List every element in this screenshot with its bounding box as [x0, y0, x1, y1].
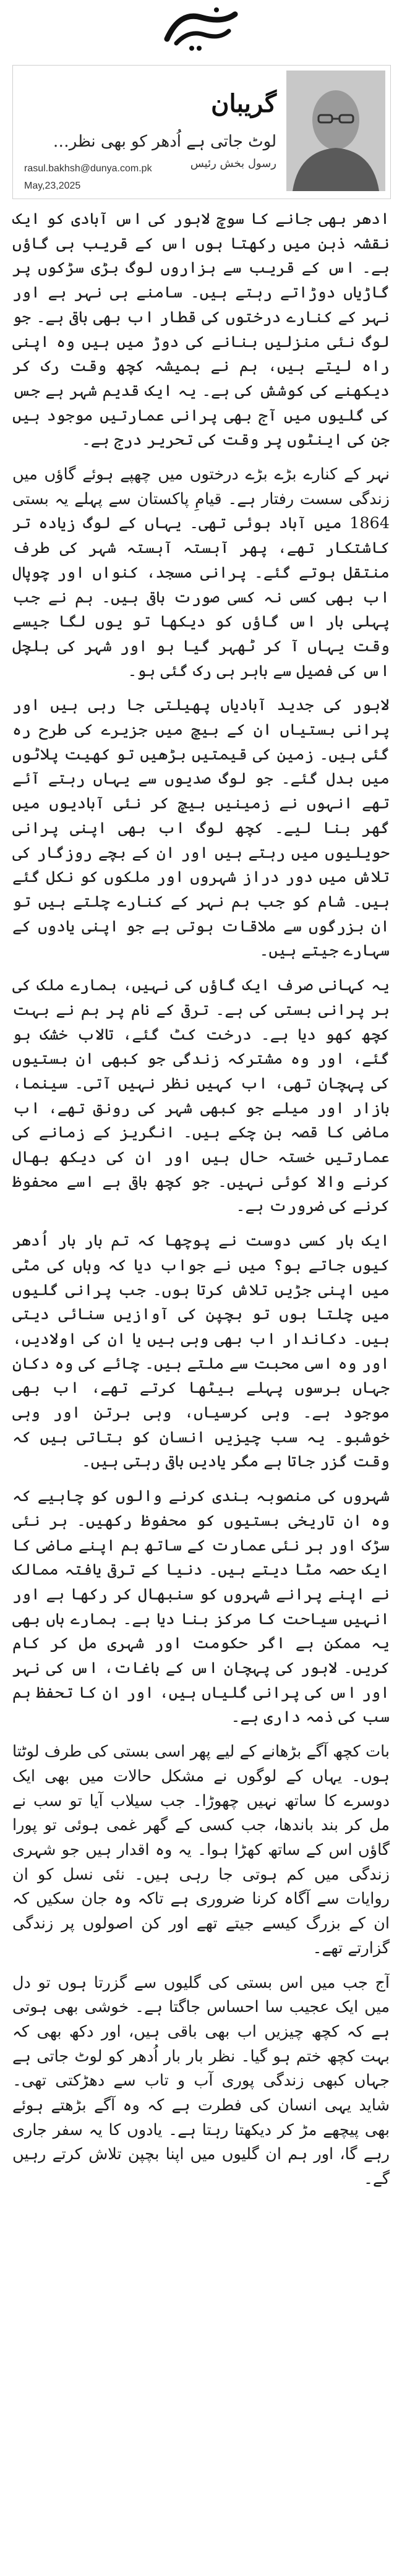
- dunya-logo: [155, 5, 247, 54]
- article-paragraph: ایک بار کسی دوست نے پوچھا کہ تم بار بار اُدھر کیوں جاتے ہو؟ میں نے جواب دیا کہ وہاں کی مٹی میں اپنی جڑیں تلاش کرتا ہوں۔ جب پرانی گلیوں میں چلتا ہوں تو بچپن کی آوازیں سنائی دیتی ہیں۔ دکاندار اب بھی وہی ہیں یا ان کی اولادیں، اور وہ اسی محبت سے ملتے ہیں۔ چائے کی وہ دکان جہاں برسوں پہلے بیٹھا کرتے تھے، اب بھی موجود ہے۔ وہی کرسیاں، وہی برتن اور وہی خوشبو۔ یہ سب چیزیں انسان کو بتاتی ہیں کہ وقت گزر جاتا ہے مگر یادیں باقی رہتی ہیں۔: [12, 1231, 390, 1471]
- logo-mark: [155, 5, 247, 54]
- author-email: rasul.bakhsh@dunya.com.pk: [24, 163, 152, 174]
- column-title-box: [18, 71, 284, 191]
- article-paragraph: بات کچھ آگے بڑھانے کے لیے پھر اسی بستی کی طرف لوٹتا ہوں۔ یہاں کے لوگوں نے مشکل حالات میں بھی ایک دوسرے کا ساتھ نہیں چھوڑا۔ جب سیلاب آیا تو سب نے مل کر بند باندھا، جب کسی کے گھر غمی ہوئی تو پورا گاؤں اس کے ساتھ کھڑا ہوا۔ یہ وہ اقدار ہیں جو شہری زندگی میں کم ہوتی جا رہی ہیں۔ نئی نسل کو ان روایات سے آگاہ کرنا ضروری ہے تاکہ وہ جان سکیں کہ ان کے بزرگ کیسے جیتے تھے اور کن اصولوں پر زندگی گزارتے تھے۔: [12, 1742, 390, 1958]
- column-header: [12, 65, 391, 199]
- article-paragraph: ادھر بھی جانے کا سوچ لاہور کی اس آبادی کو ایک نقشہ ذہن میں رکھتا ہوں اس کے قریب ہی گاؤں ہے۔ اس کے قریب سے ہزاروں لوگ بڑی سڑکوں پر گاڑیاں دوڑاتے رہتے ہیں۔ سامنے ہی نہر ہے اور نہر کے کنارے درختوں کی قطار اب بھی باقی ہے۔ جو لوگ نئی منزلیں بنانے کی دوڑ میں ہیں وہ اپنی راہ لیتے ہیں، ہم نے ہمیشہ کچھ وقت رک کر دیکھنے کی کوشش کی ہے۔ یہ ایک قدیم شہر ہے جس کی گلیوں میں آج بھی پرانی عمارتیں موجود ہیں جن کی اینٹوں پر وقت کی تحریر درج ہے۔: [12, 210, 390, 450]
- portrait-image: [286, 71, 385, 191]
- author-portrait: [286, 71, 385, 191]
- article-paragraph: آج جب میں اس بستی کی گلیوں سے گزرتا ہوں تو دل میں ایک عجیب سا احساس جاگتا ہے۔ خوشی بھی ہوتی ہے کہ کچھ چیزیں اب بھی باقی ہیں، اور دکھ بھی کہ بہت کچھ ختم ہو گیا۔ نظر بار بار اُدھر کو لوٹ جاتی ہے جہاں کبھی زندگی پوری آب و تاب سے دھڑکتی تھی۔ شاید یہی انسان کی فطرت ہے کہ وہ آگے بڑھتے ہوئے بھی پیچھے مڑ کر دیکھتا رہتا ہے۔ یادوں کا یہ سفر جاری رہے گا، اور ہم ان گلیوں میں اپنا بچپن تلاش کرتے رہیں گے۔: [12, 1973, 390, 2189]
- article-body: [12, 207, 390, 2564]
- publish-date: May,23,2025: [24, 181, 81, 191]
- article-paragraph: شہروں کی منصوبہ بندی کرنے والوں کو چاہیے کہ وہ ان تاریخی بستیوں کو محفوظ رکھیں۔ ہر نئی سڑک اور ہر نئی عمارت کے ساتھ ہم اپنے ماضی کا ایک حصہ مٹا دیتے ہیں۔ دنیا کے ترقی یافتہ ممالک نے اپنے پرانے شہروں کو سنبھال کر رکھا ہے اور انہیں سیاحت کا مرکز بنا دیا ہے۔ ہمارے ہاں بھی یہ ممکن ہے اگر حکومت اور شہری مل کر کام کریں۔ لاہور کی پہچان اس کے باغات، اس کی نہر اور اس کی پرانی گلیاں ہیں، اور ان کا تحفظ ہم سب کی ذمہ داری ہے۔: [12, 1487, 390, 1727]
- article-paragraph: نہر کے کنارے بڑے بڑے درختوں میں چھپے ہوئے گاؤں میں زندگی سست رفتار ہے۔ قیامِ پاکستان سے پہلے یہ بستی 1864 میں آباد ہوئی تھی۔ یہاں کے لوگ زیادہ تر کاشتکار تھے، پھر آہستہ آہستہ شہر کی طرف منتقل ہوتے گئے۔ پرانی مسجد، کنواں اور چوپال اب بھی کسی نہ کسی صورت باقی ہیں۔ ہم نے جب پہلی بار اس گاؤں کو دیکھا تو یوں لگا جیسے وقت یہاں آ کر ٹھہر گیا ہو اور شہر کی ہلچل اس کی فصیل سے باہر ہی رک گئی ہو۔: [12, 465, 390, 680]
- article-paragraph: لاہور کی جدید آبادیاں پھیلتی جا رہی ہیں اور پرانی بستیاں ان کے بیچ میں جزیرے کی طرح رہ گئی ہیں۔ زمین کی قیمتیں بڑھیں تو کھیت پلاٹوں میں بدل گئے۔ جو لوگ صدیوں سے یہاں رہتے آئے تھے انہوں نے زمینیں بیچ کر نئی آبادیوں میں گھر بنا لیے۔ کچھ لوگ اب بھی اپنی پرانی حویلیوں میں رہتے ہیں اور ان کے بچے روزگار کی تلاش میں دور دراز شہروں اور ملکوں کو نکل گئے ہیں۔ شام کو جب ہم نہر کے کنارے چلتے ہیں تو ان بزرگوں سے ملاقات ہوتی ہے جو اپنی یادوں کے سہارے جیتے ہیں۔: [12, 696, 390, 961]
- article-paragraph: یہ کہانی صرف ایک گاؤں کی نہیں، ہمارے ملک کی ہر پرانی بستی کی ہے۔ ترقی کے نام پر ہم نے بہت کچھ کھو دیا ہے۔ درخت کٹ گئے، تالاب خشک ہو گئے، اور وہ مشترکہ زندگی جو کبھی ان بستیوں کی پہچان تھی، اب کہیں نظر نہیں آتی۔ سینما، بازار اور میلے جو کبھی شہر کی رونق تھے، اب ماضی کا قصہ بن چکے ہیں۔ انگریز کے زمانے کی عمارتیں خستہ حال ہیں اور ان کی دیکھ بھال کرنے والا کوئی نہیں۔ جو کچھ باقی ہے اسے محفوظ کرنے کی ضرورت ہے۔: [12, 976, 390, 1216]
- masthead: [0, 0, 402, 59]
- column-brand: گریبان: [211, 89, 276, 118]
- column-author: رسول بخش رئیس: [190, 157, 276, 170]
- column-title: لوٹ جاتی ہے اُدھر کو بھی نظر…: [53, 132, 276, 151]
